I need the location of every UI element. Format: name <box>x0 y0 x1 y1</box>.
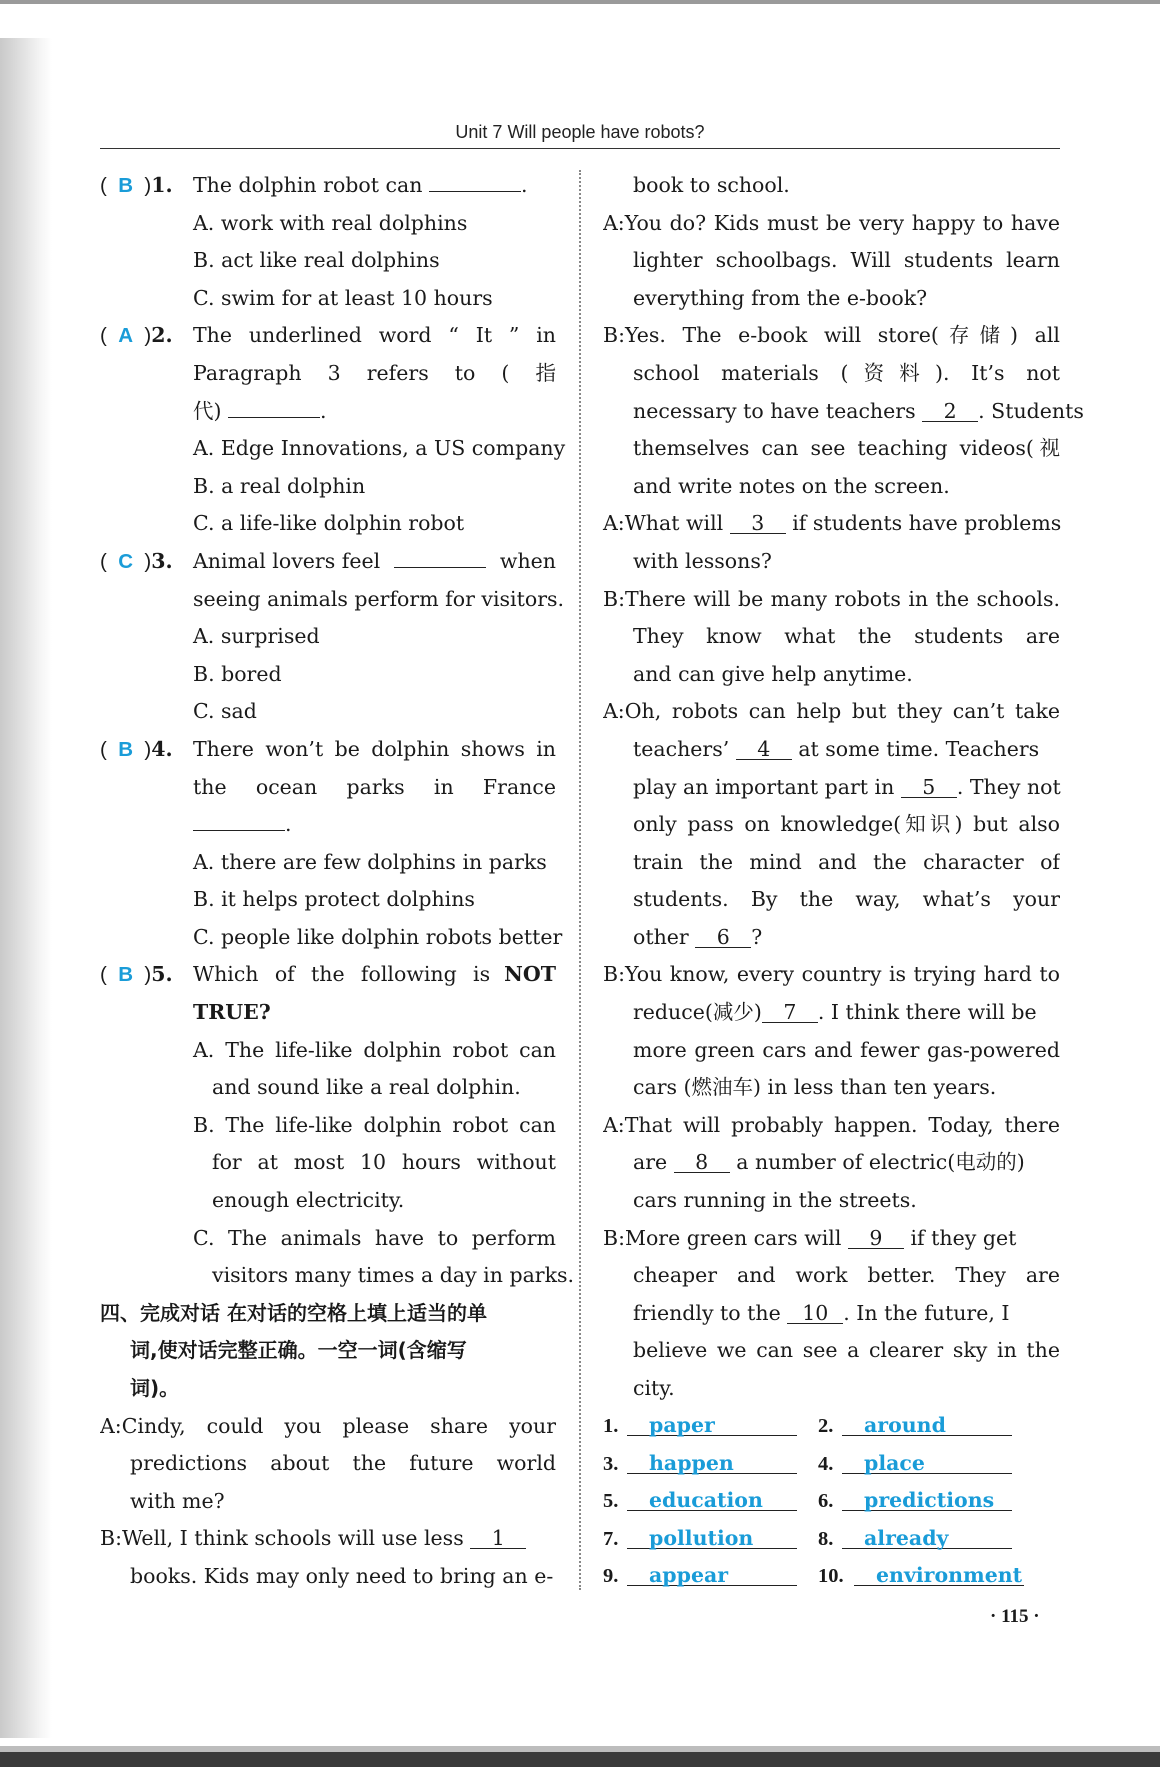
question-2: ( A )2. The underlined word “ It ” in <box>100 323 556 348</box>
dialogue-line: cars (燃油车) in less than ten years. <box>633 1075 997 1100</box>
dialogue-line: only pass on knowledge(知识) but also <box>633 812 1060 837</box>
option: B. a real dolphin <box>193 473 366 498</box>
dialogue-line: reduce(减少) 7 . I think there will be <box>633 1000 1037 1025</box>
option: C. sad <box>193 699 257 724</box>
blank-2: 2 <box>922 397 978 422</box>
answer-item: 5. education <box>603 1483 818 1521</box>
dialogue-line: B:Yes. The e-book will store(存储) all <box>603 323 1060 348</box>
option: C. a life-like dolphin robot <box>193 511 465 536</box>
answer-word: happen <box>627 1448 797 1474</box>
answer-word: already <box>842 1523 1012 1549</box>
answer-row <box>603 1521 1033 1559</box>
dialogue-line: A:You do? Kids must be very happy to have <box>603 210 1060 235</box>
answer-key <box>603 1408 1033 1596</box>
question-line: Paragraph 3 refers to ( 指 <box>193 360 556 385</box>
page-header <box>100 118 1060 149</box>
answer-letter: B <box>118 963 134 987</box>
dialogue-line: A:Cindy, could you please share your <box>100 1413 556 1438</box>
answer-word: paper <box>627 1410 797 1436</box>
dialogue-line: predictions about the future world <box>130 1451 556 1476</box>
dialogue-line: play an important part in 5 . They not <box>633 774 1061 799</box>
answer-row <box>603 1446 1033 1484</box>
blank-8: 8 <box>674 1148 730 1173</box>
dialogue-line: B:More green cars will 9 if they get <box>603 1225 1017 1250</box>
dialogue-line: A:What will 3 if students have problems <box>603 511 1062 536</box>
blank <box>429 167 521 192</box>
dialogue-line: and write notes on the screen. <box>633 473 950 498</box>
question-line: . <box>100 806 556 844</box>
option: A. surprised <box>193 624 320 649</box>
dialogue-line: and can give help anytime. <box>633 661 913 686</box>
question-3: ( C )3. Animal lovers feel when <box>100 543 556 581</box>
bottom-band <box>0 1752 1160 1767</box>
blank-4: 4 <box>736 735 792 760</box>
section-heading: 词)。 <box>130 1376 180 1400</box>
option: A. The life-like dolphin robot can <box>193 1037 556 1062</box>
dialogue-line: are 8 a number of electric(电动的) <box>633 1150 1025 1175</box>
dialogue-line: more green cars and fewer gas-powered <box>633 1037 1060 1062</box>
left-column <box>100 167 575 1596</box>
section-heading: 四、完成对话 在对话的空格上填上适当的单 <box>100 1300 487 1325</box>
column-divider <box>579 170 581 1590</box>
blank-3: 3 <box>730 509 786 534</box>
question-line: TRUE? <box>193 1000 271 1025</box>
answer-letter: B <box>118 174 134 197</box>
dialogue-line: cheaper and work better. They are <box>633 1263 1060 1288</box>
answer-word: appear <box>627 1560 797 1586</box>
answer-letter: B <box>118 737 134 761</box>
answer-letter: C <box>118 549 134 573</box>
answer-word: predictions <box>842 1485 1012 1511</box>
section-heading: 词,使对话完整正确。一空一词(含缩写 <box>130 1338 467 1363</box>
question-line: 代) . <box>100 393 556 431</box>
dialogue-line: friendly to the 10 . In the future, I <box>633 1300 1010 1325</box>
answer-word: pollution <box>627 1523 797 1549</box>
answer-item: 4. place <box>818 1446 1033 1484</box>
option: B. bored <box>193 661 282 686</box>
dialogue-line: other 6 ? <box>633 924 763 949</box>
answer-item: 1. paper <box>603 1408 818 1446</box>
option: C. The animals have to perform <box>193 1225 556 1250</box>
dialogue-line: A:That will probably happen. Today, there <box>603 1112 1060 1137</box>
dialogue-line: B:You know, every country is trying hard to <box>603 962 1060 987</box>
answer-word: environment <box>854 1560 1024 1586</box>
dialogue-line: with lessons? <box>633 548 772 573</box>
page-title: Unit 7 Will people have robots? <box>455 122 705 142</box>
option: C. swim for at least 10 hours <box>193 285 493 310</box>
option: A. work with real dolphins <box>193 210 468 235</box>
option: B. act like real dolphins <box>193 248 440 273</box>
dialogue-line: lighter schoolbags. Will students learn <box>633 248 1060 273</box>
blank-6: 6 <box>695 923 751 948</box>
blank-10: 10 <box>787 1299 843 1324</box>
dialogue-line: students. By the way, what’s your <box>633 887 1060 912</box>
option: visitors many times a day in parks. <box>212 1263 575 1288</box>
question-4: ( B )4. There won’t be dolphin shows in <box>100 736 556 761</box>
question-5: ( B )5. Which of the following is NOT <box>100 962 556 987</box>
option: A. there are few dolphins in parks <box>193 849 547 874</box>
answer-letter: A <box>118 324 134 348</box>
dialogue-line: books. Kids may only need to bring an e- <box>130 1563 554 1588</box>
dialogue-line: city. <box>633 1376 675 1400</box>
option: for at most 10 hours without <box>212 1150 556 1175</box>
option: enough electricity. <box>212 1188 405 1213</box>
answer-item: 8. already <box>818 1521 1033 1559</box>
answer-item: 7. pollution <box>603 1521 818 1559</box>
question-1: ( B )1. The dolphin robot can . <box>100 167 556 205</box>
dialogue-line: train the mind and the character of <box>633 849 1060 874</box>
dialogue-line: themselves can see teaching videos(视 <box>633 436 1060 461</box>
answer-word: education <box>627 1485 797 1511</box>
page-shadow <box>0 38 52 1738</box>
answer-item: 10. environment <box>818 1558 1033 1596</box>
page-number: · 115 · <box>990 1606 1040 1627</box>
blank-5: 5 <box>901 773 957 798</box>
right-column <box>603 167 1084 1408</box>
answer-row <box>603 1558 1033 1596</box>
option: and sound like a real dolphin. <box>212 1075 521 1100</box>
blank <box>193 806 285 831</box>
dialogue-line: book to school. <box>633 173 790 197</box>
dialogue-line: with me? <box>130 1488 225 1513</box>
blank <box>228 393 320 418</box>
dialogue-line: B:Well, I think schools will use less 1 <box>100 1520 556 1558</box>
answer-item: 6. predictions <box>818 1483 1033 1521</box>
dialogue-line: B:There will be many robots in the schools. <box>603 586 1060 611</box>
dialogue-line: cars running in the streets. <box>633 1188 917 1213</box>
dialogue-line: school materials (资料). It’s not <box>633 360 1060 385</box>
dialogue-line: everything from the e-book? <box>633 285 928 310</box>
answer-word: place <box>842 1448 1012 1474</box>
dialogue-line: necessary to have teachers 2 . Students <box>633 398 1084 423</box>
answer-word: around <box>842 1410 1012 1436</box>
answer-item: 2. around <box>818 1408 1033 1446</box>
dialogue-line: A:Oh, robots can help but they can’t take <box>603 699 1060 724</box>
top-rule <box>0 0 1160 4</box>
option: B. The life-like dolphin robot can <box>193 1112 556 1137</box>
answer-item: 9. appear <box>603 1558 818 1596</box>
dialogue-line: They know what the students are <box>633 624 1060 649</box>
blank-7: 7 <box>762 998 818 1023</box>
option: C. people like dolphin robots better <box>193 924 563 949</box>
option: B. it helps protect dolphins <box>193 887 475 912</box>
dialogue-line: teachers’ 4 at some time. Teachers <box>633 736 1040 761</box>
option: A. Edge Innovations, a US company <box>193 436 566 461</box>
question-line: the ocean parks in France <box>193 774 556 799</box>
blank-9: 9 <box>848 1224 904 1249</box>
question-line: seeing animals perform for visitors. <box>193 586 565 611</box>
dialogue-line: believe we can see a clearer sky in the <box>633 1338 1060 1363</box>
answer-row <box>603 1408 1033 1446</box>
answer-row <box>603 1483 1033 1521</box>
blank <box>394 543 486 568</box>
answer-item: 3. happen <box>603 1446 818 1484</box>
blank-1: 1 <box>470 1524 526 1549</box>
